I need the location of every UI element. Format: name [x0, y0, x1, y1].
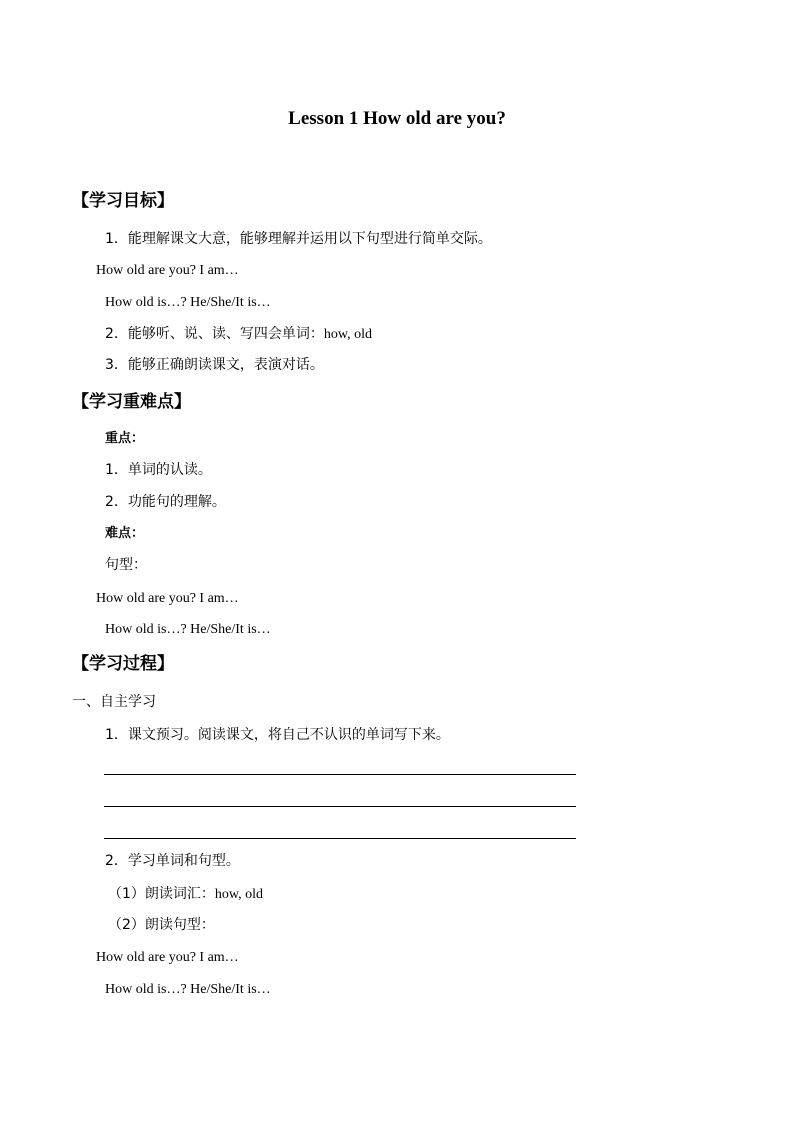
process-step-2: 2．学习单词和句型。 [105, 853, 240, 869]
process-substep-1-text: （1）朗读词汇： [108, 886, 215, 902]
key-points-label: 重点： [105, 431, 145, 446]
difficult-pattern-2: How old is…? He/She/It is… [105, 622, 271, 637]
difficult-points-label: 难点： [105, 526, 145, 541]
process-pattern-2: How old is…? He/She/It is… [105, 982, 271, 997]
goal-item-2 [105, 327, 372, 342]
answer-line-3[interactable] [104, 838, 576, 839]
answer-line-2[interactable] [104, 806, 576, 807]
goal-item-1: 1．能理解课文大意，能够理解并运用以下句型进行简单交际。 [105, 231, 492, 247]
process-substep-1-words: how, old [214, 887, 264, 902]
section-heading-key-points: 【学习重难点】 [72, 392, 191, 412]
process-substep-1 [108, 887, 263, 902]
answer-line-1[interactable] [104, 774, 576, 775]
process-pattern-1: How old are you? I am… [96, 950, 239, 965]
difficult-pattern-1: How old are you? I am… [96, 591, 239, 606]
goal-item-2-words: how, old [323, 327, 373, 342]
process-part-1: 一、自主学习 [72, 694, 156, 710]
process-substep-2: （2）朗读句型： [108, 917, 215, 933]
goal-pattern-1: How old are you? I am… [96, 263, 239, 278]
goal-pattern-2: How old is…? He/She/It is… [105, 295, 271, 310]
goal-item-2-text: 2．能够听、说、读、写四会单词： [105, 326, 324, 342]
process-step-1: 1．课文预习。阅读课文，将自己不认识的单词写下来。 [105, 727, 450, 743]
sentence-pattern-label: 句型： [105, 557, 147, 573]
key-point-1: 1．单词的认读。 [105, 462, 212, 478]
document-title: Lesson 1 How old are you? [288, 108, 506, 129]
key-point-2: 2．功能句的理解。 [105, 494, 226, 510]
goal-item-3: 3．能够正确朗读课文，表演对话。 [105, 357, 324, 373]
section-heading-goals: 【学习目标】 [72, 191, 174, 211]
section-heading-process: 【学习过程】 [72, 654, 174, 674]
